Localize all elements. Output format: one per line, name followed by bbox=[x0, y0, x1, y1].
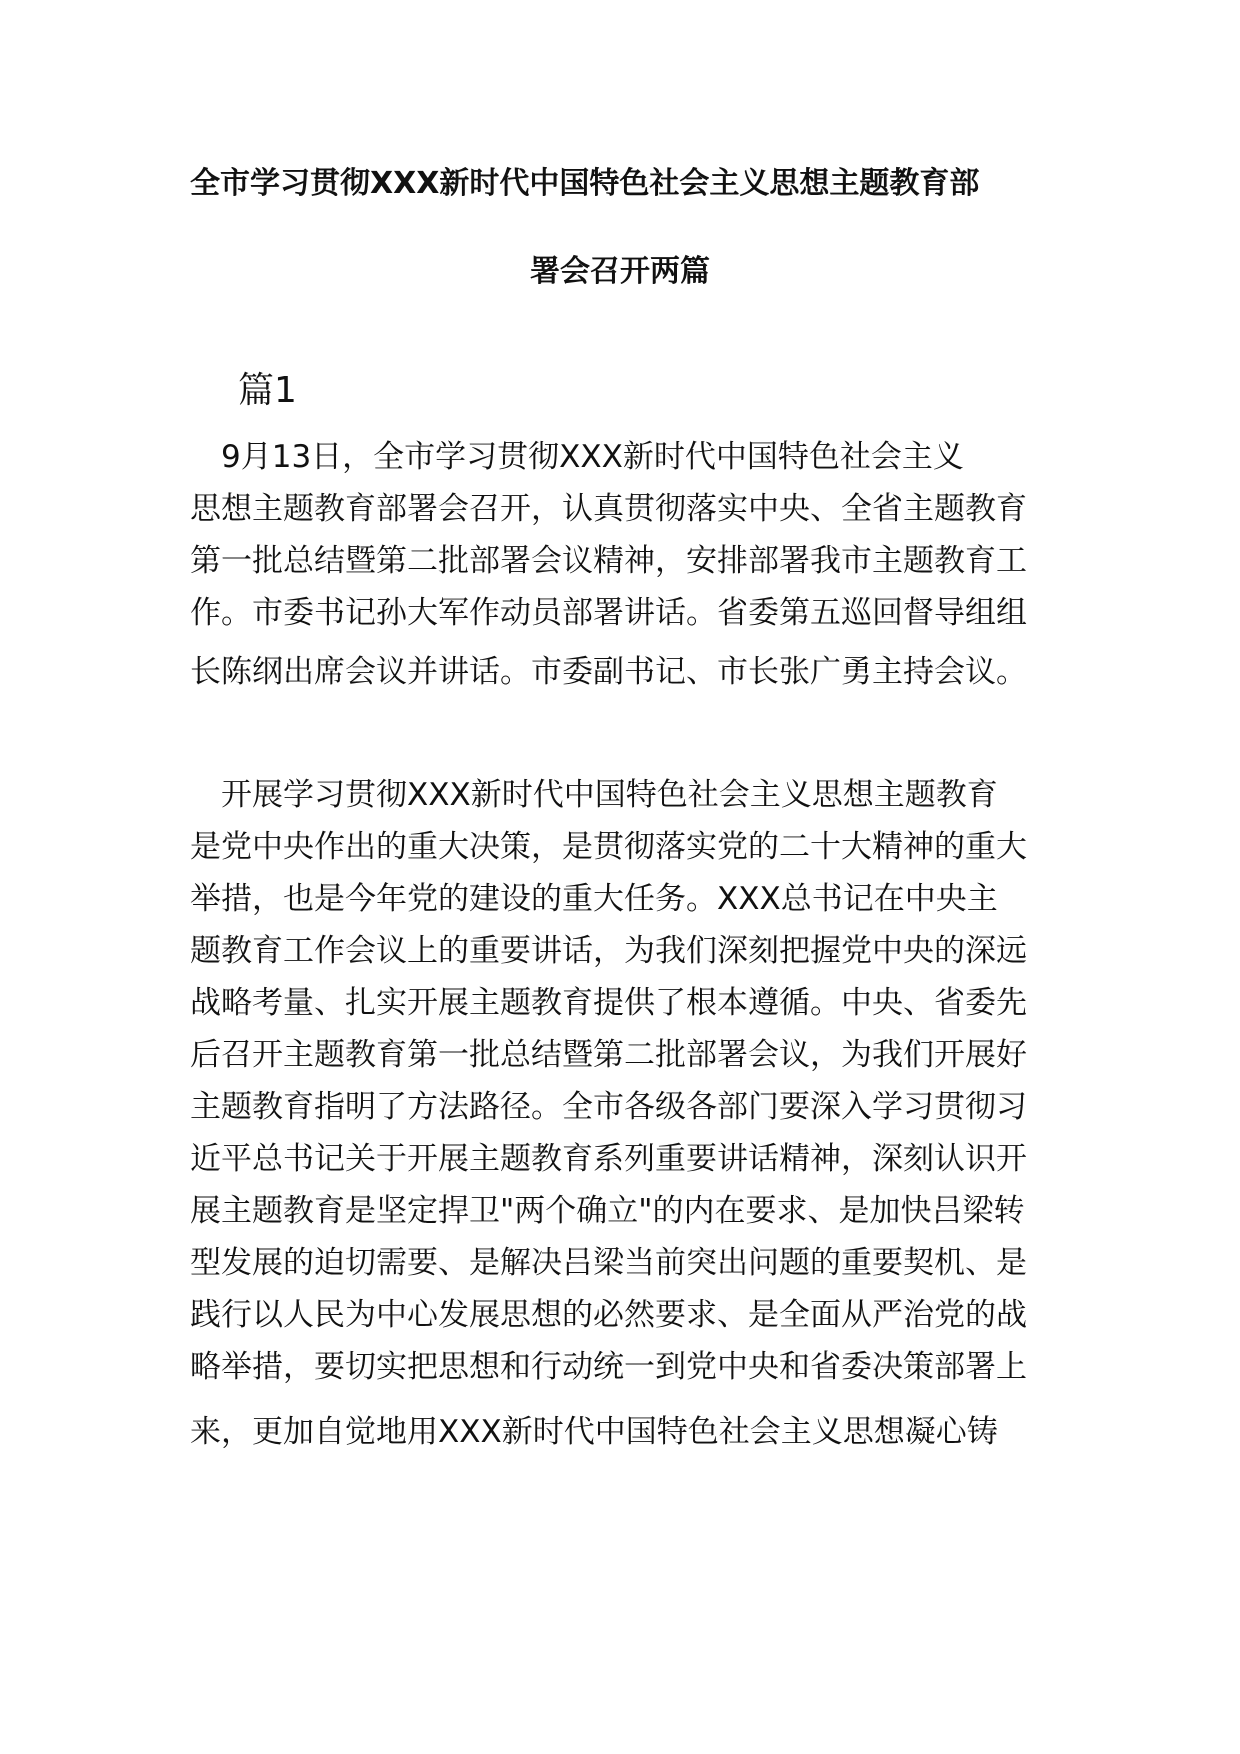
paragraph-2-line-10: 型发展的迫切需要、是解决吕梁当前突出问题的重要契机、是 bbox=[190, 1245, 1027, 1281]
paragraph-2-line-5: 战略考量、扎实开展主题教育提供了根本遵循。中央、省委先 bbox=[190, 985, 1027, 1021]
section-heading: 篇1 bbox=[238, 370, 297, 411]
paragraph-2-line-2: 是党中央作出的重大决策，是贯彻落实党的二十大精神的重大 bbox=[190, 829, 1027, 865]
document-title-line-2: 署会召开两篇 bbox=[530, 254, 710, 289]
paragraph-2-line-1: 开展学习贯彻XXX新时代中国特色社会主义思想主题教育 bbox=[190, 777, 998, 813]
paragraph-1-line-2: 思想主题教育部署会召开，认真贯彻落实中央、全省主题教育 bbox=[190, 491, 1027, 527]
paragraph-2-line-8: 近平总书记关于开展主题教育系列重要讲话精神，深刻认识开 bbox=[190, 1141, 1027, 1177]
paragraph-2-line-3: 举措，也是今年党的建设的重大任务。XXX总书记在中央主 bbox=[190, 881, 998, 917]
paragraph-2-line-6: 后召开主题教育第一批总结暨第二批部署会议，为我们开展好 bbox=[190, 1037, 1027, 1073]
document-title-line-1: 全市学习贯彻XXX新时代中国特色社会主义思想主题教育部 bbox=[190, 166, 980, 201]
paragraph-2-line-11: 践行以人民为中心发展思想的必然要求、是全面从严治党的战 bbox=[190, 1297, 1027, 1333]
paragraph-1-line-5: 长陈纲出席会议并讲话。市委副书记、市长张广勇主持会议。 bbox=[190, 654, 1027, 690]
paragraph-1-line-4: 作。市委书记孙大军作动员部署讲话。省委第五巡回督导组组 bbox=[190, 595, 1027, 631]
paragraph-2-line-12: 略举措，要切实把思想和行动统一到党中央和省委决策部署上 bbox=[190, 1349, 1027, 1385]
paragraph-2-line-7: 主题教育指明了方法路径。全市各级各部门要深入学习贯彻习 bbox=[190, 1089, 1027, 1125]
paragraph-1-line-1: 9月13日，全市学习贯彻XXX新时代中国特色社会主义 bbox=[190, 439, 964, 475]
paragraph-1-line-3: 第一批总结暨第二批部署会议精神，安排部署我市主题教育工 bbox=[190, 543, 1027, 579]
paragraph-2-line-13: 来，更加自觉地用XXX新时代中国特色社会主义思想凝心铸 bbox=[190, 1414, 998, 1450]
paragraph-2-line-4: 题教育工作会议上的重要讲话，为我们深刻把握党中央的深远 bbox=[190, 933, 1027, 969]
paragraph-2-line-9: 展主题教育是坚定捍卫"两个确立"的内在要求、是加快吕梁转 bbox=[190, 1193, 1025, 1229]
